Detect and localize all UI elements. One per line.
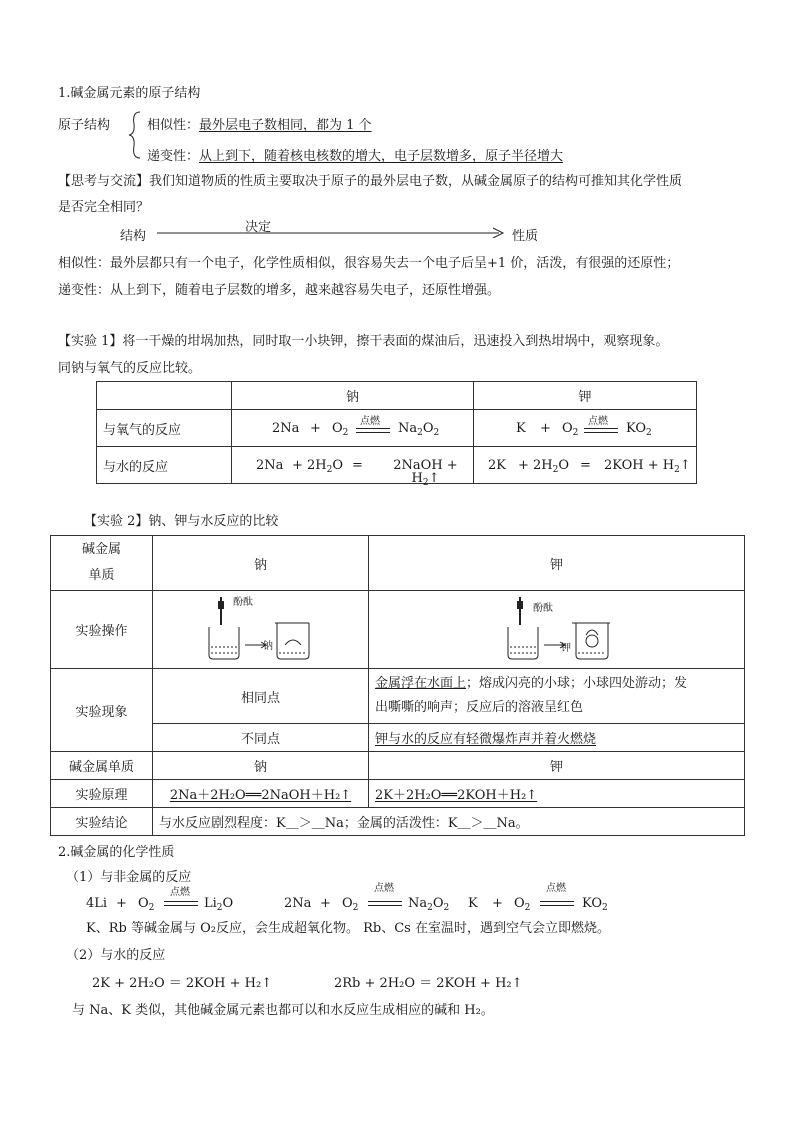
exp2-diff-text: 钾与水的反应有轻微爆炸声并着火燃烧 [369,724,745,752]
trend-text: 递变性：从上到下，随着电子层数的增多，越来越容易失电子，还原性增强。 [58,283,501,298]
s2-sub1: （1）与非金属的反应 [66,870,192,885]
exp1-col-k: 钾 [474,382,697,410]
structure-word: 结构 [120,229,147,244]
exp2-principle-k: 2K＋2H₂O══2KOH＋H₂↑ [369,780,745,808]
exp2-phen-label: 实验现象 [51,669,153,752]
exp2-col-k: 钾 [369,536,745,591]
exp1-col-na: 钠 [232,382,474,410]
similarity-value: 最外层电子数相同，都为 1 个 [199,118,372,133]
exp1-row-o2: 与氧气的反应 [97,410,232,447]
na-drop-label: 钠 [263,641,273,652]
exp2-title: 【实验 2】钠、钾与水反应的比较 [84,514,279,529]
exp2-principle-label: 实验原理 [51,780,153,808]
k-o2-cell: K + $O_2$ 点燃 $KO_2$ [474,410,697,447]
exp2-metal-label: 碱金属单质 [51,752,153,780]
think-line-1: 【思考与交流】我们知道物质的性质主要取决于原子的最外层电子数，从碱金属原子的结构可推知其化学性质 [58,174,683,189]
exp2-op-label: 实验操作 [51,591,153,669]
na-phenol-label: 酚酞 [233,597,253,608]
brace-icon [128,110,142,160]
similarity-row [147,114,372,133]
k-h2o-cell: 2K + $2H_2O$ = $2KOH + H_2↑$ [474,447,697,484]
trend-prefix: 递变性： [147,149,200,164]
k-op-diagram [369,591,745,669]
k-apparatus-icon [504,595,614,665]
na-h2o-cell: 2Na + $2H_2O$ = 2NaOH + $H_2↑$ [232,447,474,484]
exp1-line-1: 【实验 1】将一干燥的坩埚加热，同时取一小块钾，擦干表面的煤油后，迅速投入到热坩埚中，观察现象。 [58,334,669,349]
exp1-table [96,381,697,488]
arrow-right-icon [157,226,507,238]
exp2-same-label: 相同点 [153,669,369,724]
exp2-head: 碱金属 单质 [51,536,153,591]
s2-end: 与 Na、K 类似，其他碱金属元素也都可以和水反应生成相应的碱和 H₂。 [72,1003,494,1018]
exp2-metal-k: 钾 [369,752,745,780]
trend-row [147,145,563,164]
trend-value: 从上到下，随着核电核数的增大，电子层数增多，原子半径增大 [199,149,564,164]
property-word: 性质 [512,229,539,244]
atomic-structure-label: 原子结构 [58,118,111,133]
section-2-title: 2.碱金属的化学性质 [58,845,175,860]
exp2-conclusion-label: 实验结论 [51,808,153,836]
rb-water-eq: 2Rb + 2H₂O ＝ 2KOH + H₂↑ [334,976,523,991]
k-phenol-label: 酚酞 [533,603,553,614]
decide-label: 决定 [245,220,272,235]
na-op-diagram [153,591,369,669]
similarity-prefix: 相似性： [147,118,200,133]
think-line-2: 是否完全相同？ [58,200,150,215]
exp1-corner [97,382,232,410]
exp1-row-h2o: 与水的反应 [97,447,232,484]
section-1-title: 1.碱金属元素的原子结构 [58,86,201,101]
exp2-table [50,535,745,836]
na-apparatus-icon [205,595,315,665]
exp2-principle-na: 2Na＋2H₂O══2NaOH＋H₂↑ [153,780,369,808]
exp2-diff-label: 不同点 [153,724,369,752]
k-water-eq: 2K + 2H₂O ＝ 2KOH + H₂↑ [92,976,273,991]
exp2-col-na: 钠 [153,536,369,591]
exp2-conclusion: 与水反应剧烈程度：K＿＞＿Na；金属的活泼性：K＿＞＿Na。 [153,808,745,836]
nonmetal-reactions: 4Li + $O_2$ 点燃 $Li_2O$ 2Na + $O_2$ 点燃 $Na_2O_2$ K + $O_2$ 点燃 $KO_2$ [86,883,608,913]
s2-note: K、Rb 等碱金属与 O₂反应，会生成超氧化物。 Rb、Cs 在室温时，遇到空气会立即燃烧。 [86,921,610,936]
exp2-metal-na: 钠 [153,752,369,780]
similar-text: 相似性：最外层都只有一个电子，化学性质相似，很容易失去一个电子后呈+1 价，活泼，有很强的还原性； [58,256,680,271]
k-drop-label: 钾 [561,643,571,654]
li-rxn-a: 4Li [86,896,108,911]
s2-sub2: （2）与水的反应 [66,948,166,963]
exp1-line-2: 同钠与氧气的反应比较。 [58,361,202,376]
na-o2-cell: 2Na + $O_2$ 点燃 $Na_2O_2$ [232,410,474,447]
exp2-same-text: 金属浮在水面上；熔成闪亮的小球；小球四处游动；发 出嘶嘶的响声；反应后的溶液呈红色 [369,669,745,724]
